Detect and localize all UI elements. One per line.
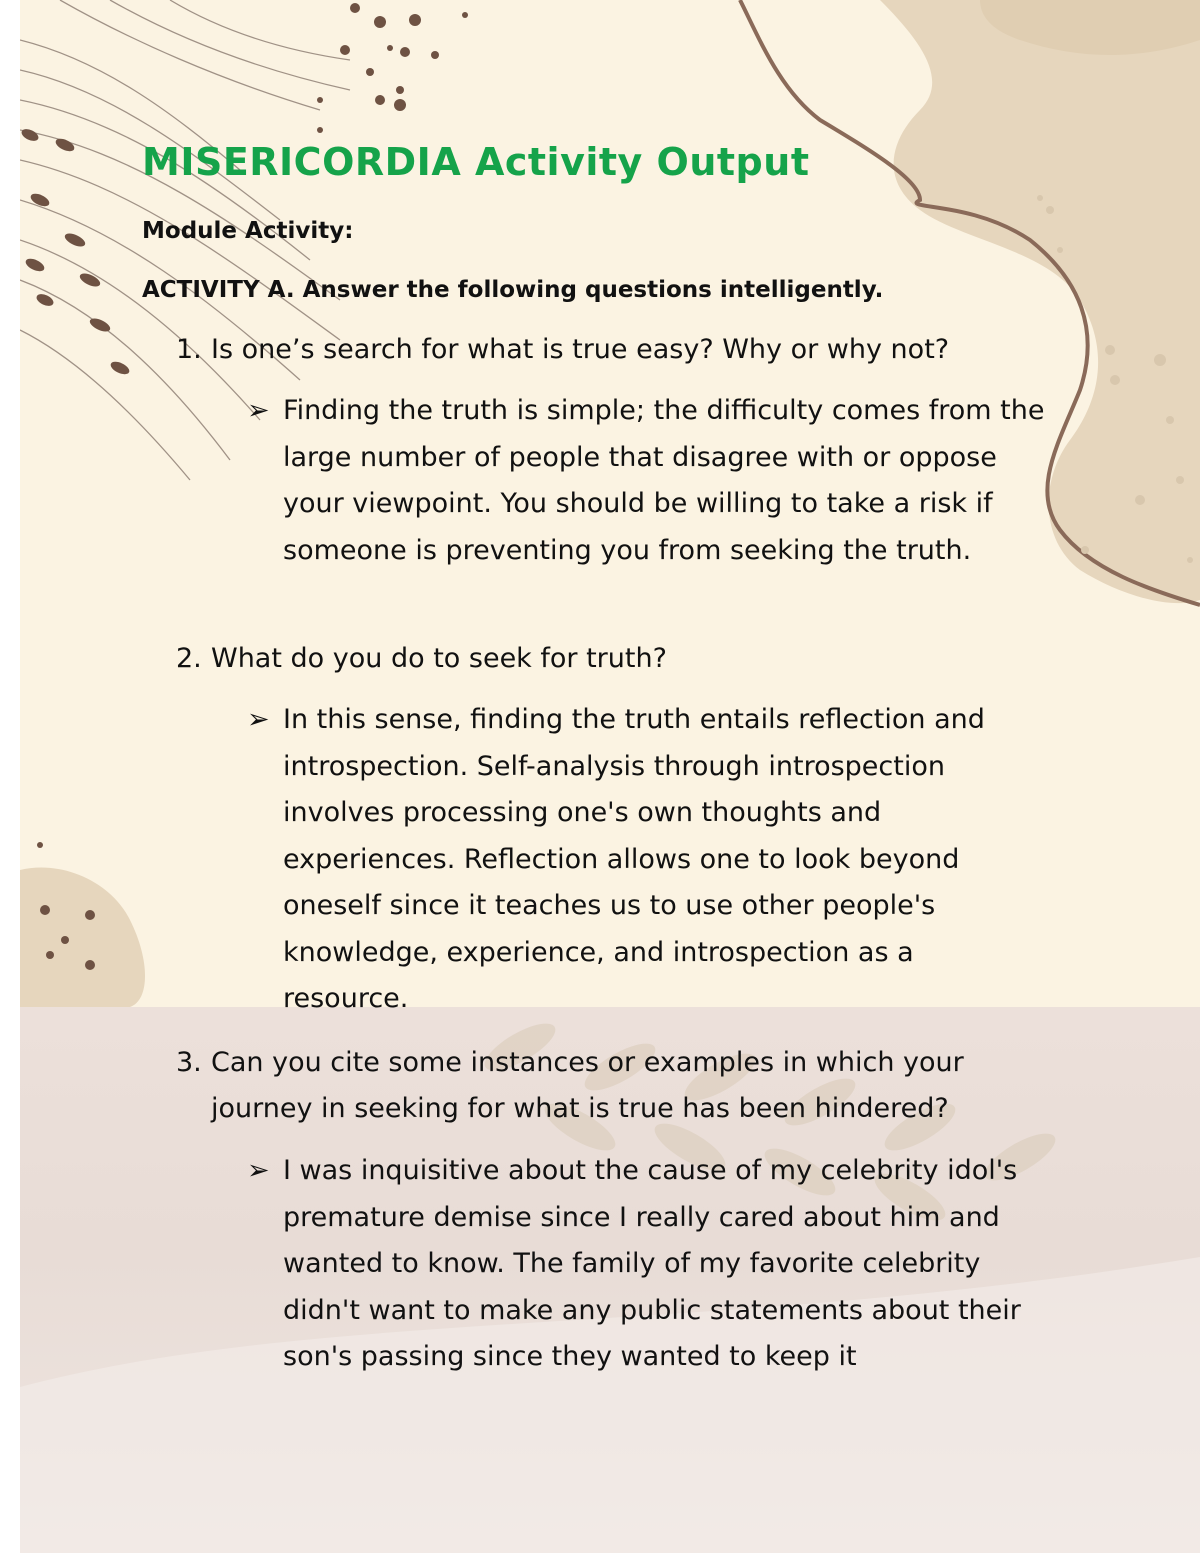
- answer-2: [247, 697, 1047, 1023]
- answer-text: In this sense, finding the truth entails reflection and introspection. Self-analysis through introspection involves processing one's own thoughts and experiences. Reflection allows one to look beyond oneself since it teaches us to use other people's knowledge, experience, and introspection as a resource.: [283, 704, 985, 1014]
- question-number: 1.: [176, 334, 202, 365]
- answer-3: [247, 1148, 1047, 1381]
- question-2: [176, 636, 1036, 682]
- question-1: [176, 327, 1036, 373]
- document-page: [20, 0, 1200, 1553]
- activity-heading: ACTIVITY A. Answer the following questions intelligently.: [142, 277, 884, 303]
- question-number: 3.: [176, 1047, 202, 1078]
- document-content: [20, 0, 1200, 1553]
- arrow-bullet-icon: ➢: [247, 395, 270, 426]
- answer-1: [247, 388, 1047, 574]
- question-text: What do you do to seek for truth?: [211, 643, 667, 674]
- document-title: MISERICORDIA Activity Output: [142, 140, 810, 184]
- answer-text: Finding the truth is simple; the difficulty comes from the large number of people that disagree with or oppose your viewpoint. You should be willing to take a risk if someone is preventing you from seeking the truth.: [283, 395, 1045, 566]
- question-text: Can you cite some instances or examples in which your journey in seeking for what is true has been hindered?: [211, 1047, 964, 1124]
- answer-text: I was inquisitive about the cause of my celebrity idol's premature demise since I really cared about him and wanted to know. The family of my favorite celebrity didn't want to make any public statements about their son's passing since they wanted to keep it: [283, 1155, 1021, 1372]
- question-3: [176, 1040, 1006, 1132]
- module-label: Module Activity:: [142, 218, 354, 244]
- question-text: Is one’s search for what is true easy? Why or why not?: [211, 334, 950, 365]
- arrow-bullet-icon: ➢: [247, 1155, 270, 1186]
- arrow-bullet-icon: ➢: [247, 704, 270, 735]
- question-number: 2.: [176, 643, 202, 674]
